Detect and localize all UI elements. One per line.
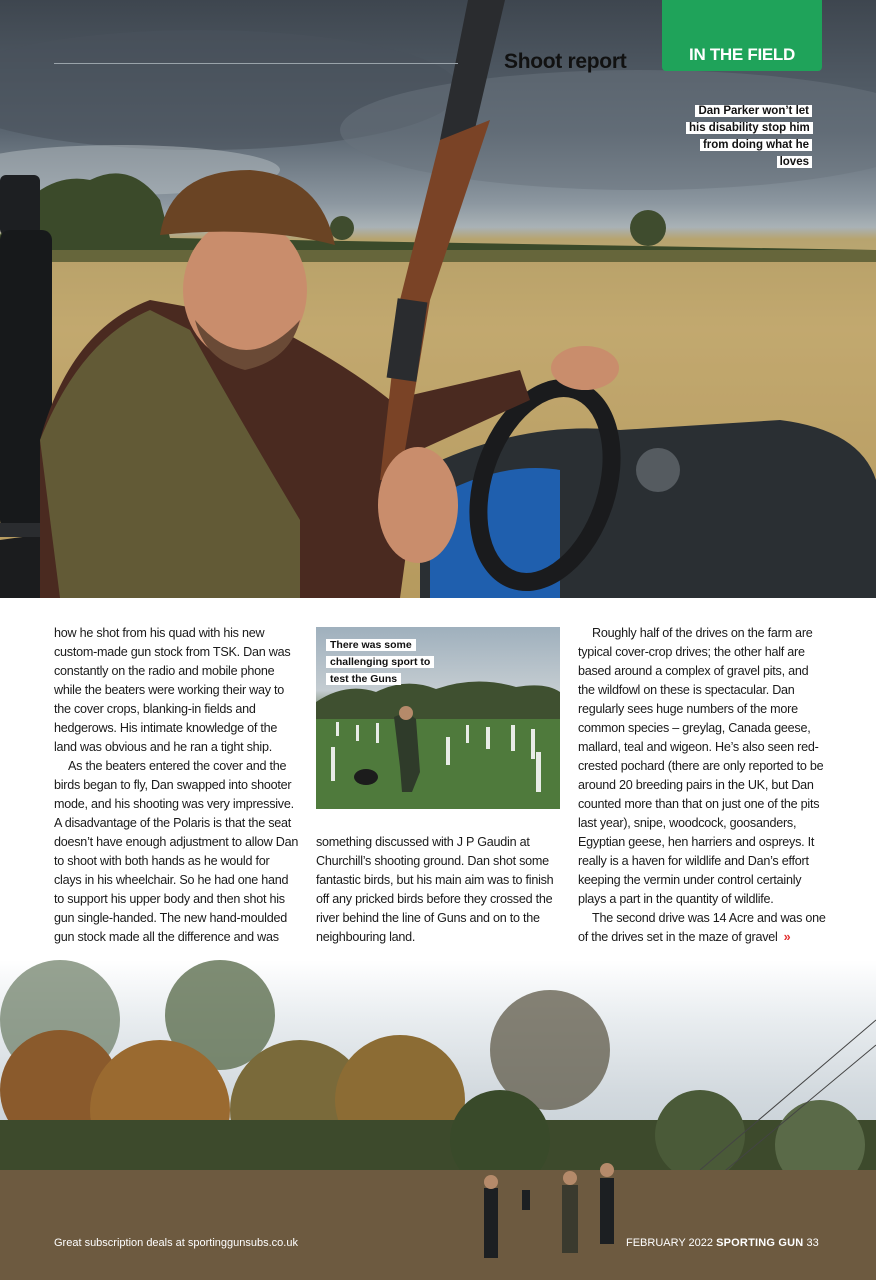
bottom-photo (0, 960, 876, 1280)
bottom-photo-illustration (0, 960, 876, 1280)
footer-subscription-text: Great subscription deals at sportinggunsubs.co.uk (54, 1237, 298, 1249)
paragraph: how he shot from his quad with his new custom-made gun stock from TSK. Dan was constantly on the radio and mobile phone while the beaters were working their way to the cover crops, blanking-in fields and hedgerows. His intimate knowledge of the land was obvious and he ran a tight ship. (54, 626, 291, 754)
header-rule (54, 63, 458, 64)
paragraph: something discussed with J P Gaudin at Churchill’s shooting ground. Dan shot some fantastic birds, but his main aim was to finish off any pricked birds before they crossed the river behind the line of Guns and on to the neighbouring land. (316, 835, 554, 944)
footer-page-number: 33 (806, 1237, 819, 1249)
inset-caption (326, 637, 436, 688)
section-tab-label: IN THE FIELD (689, 45, 795, 64)
article-column-2 (316, 833, 562, 947)
article-column-3 (578, 624, 826, 947)
article-column-1 (54, 624, 300, 947)
section-tab (662, 0, 822, 71)
continue-arrow-icon: » (783, 930, 791, 944)
hero-caption-text: Dan Parker won’t let his disability stop him from doing what he loves (686, 105, 813, 168)
hero-photo-illustration (0, 0, 876, 598)
section-title: Shoot report (504, 50, 627, 73)
footer-magazine-name: SPORTING GUN (716, 1237, 804, 1249)
footer-page-info (626, 1237, 819, 1249)
hero-photo (0, 0, 876, 598)
paragraph: Roughly half of the drives on the farm are typical cover-crop drives; the other half are based around a complex of gravel pits, and the wildfowl on these is spectacular. Dan regularly sees huge numbers of the more common species – greylag, Canada geese, mallard, teal and wigeon. He’s also seen red-crested pochard (there are only reported to be around 20 breeding pairs in the UK, but Dan counted more than that on just one of the pits last year), snipe, woodcock, goosanders, Egyptian geese, hen harriers and ospreys. It really is a haven for wildlife and Dan’s effort keeping the vermin under control certainly plays a part in the quantity of wildlife. (578, 626, 824, 906)
inset-caption-text: There was some challenging sport to test the Guns (326, 639, 434, 685)
footer-issue-date: FEBRUARY 2022 (626, 1237, 714, 1249)
paragraph: As the beaters entered the cover and the birds began to fly, Dan swapped into shooter mode, and his shooting was very impressive. A disadvantage of the Polaris is that the seat doesn’t have enough adjustment to allow Dan to shoot with both hands as he would for clays in his wheelchair. So he had one hand to support his upper body and then shot his gun single-handed. The new hand-moulded gun stock made all the difference and was (54, 759, 299, 944)
paragraph-last (578, 909, 826, 947)
hero-caption (686, 103, 812, 171)
paragraph-text: The second drive was 14 Acre and was one of the drives set in the maze of gravel (578, 911, 826, 944)
